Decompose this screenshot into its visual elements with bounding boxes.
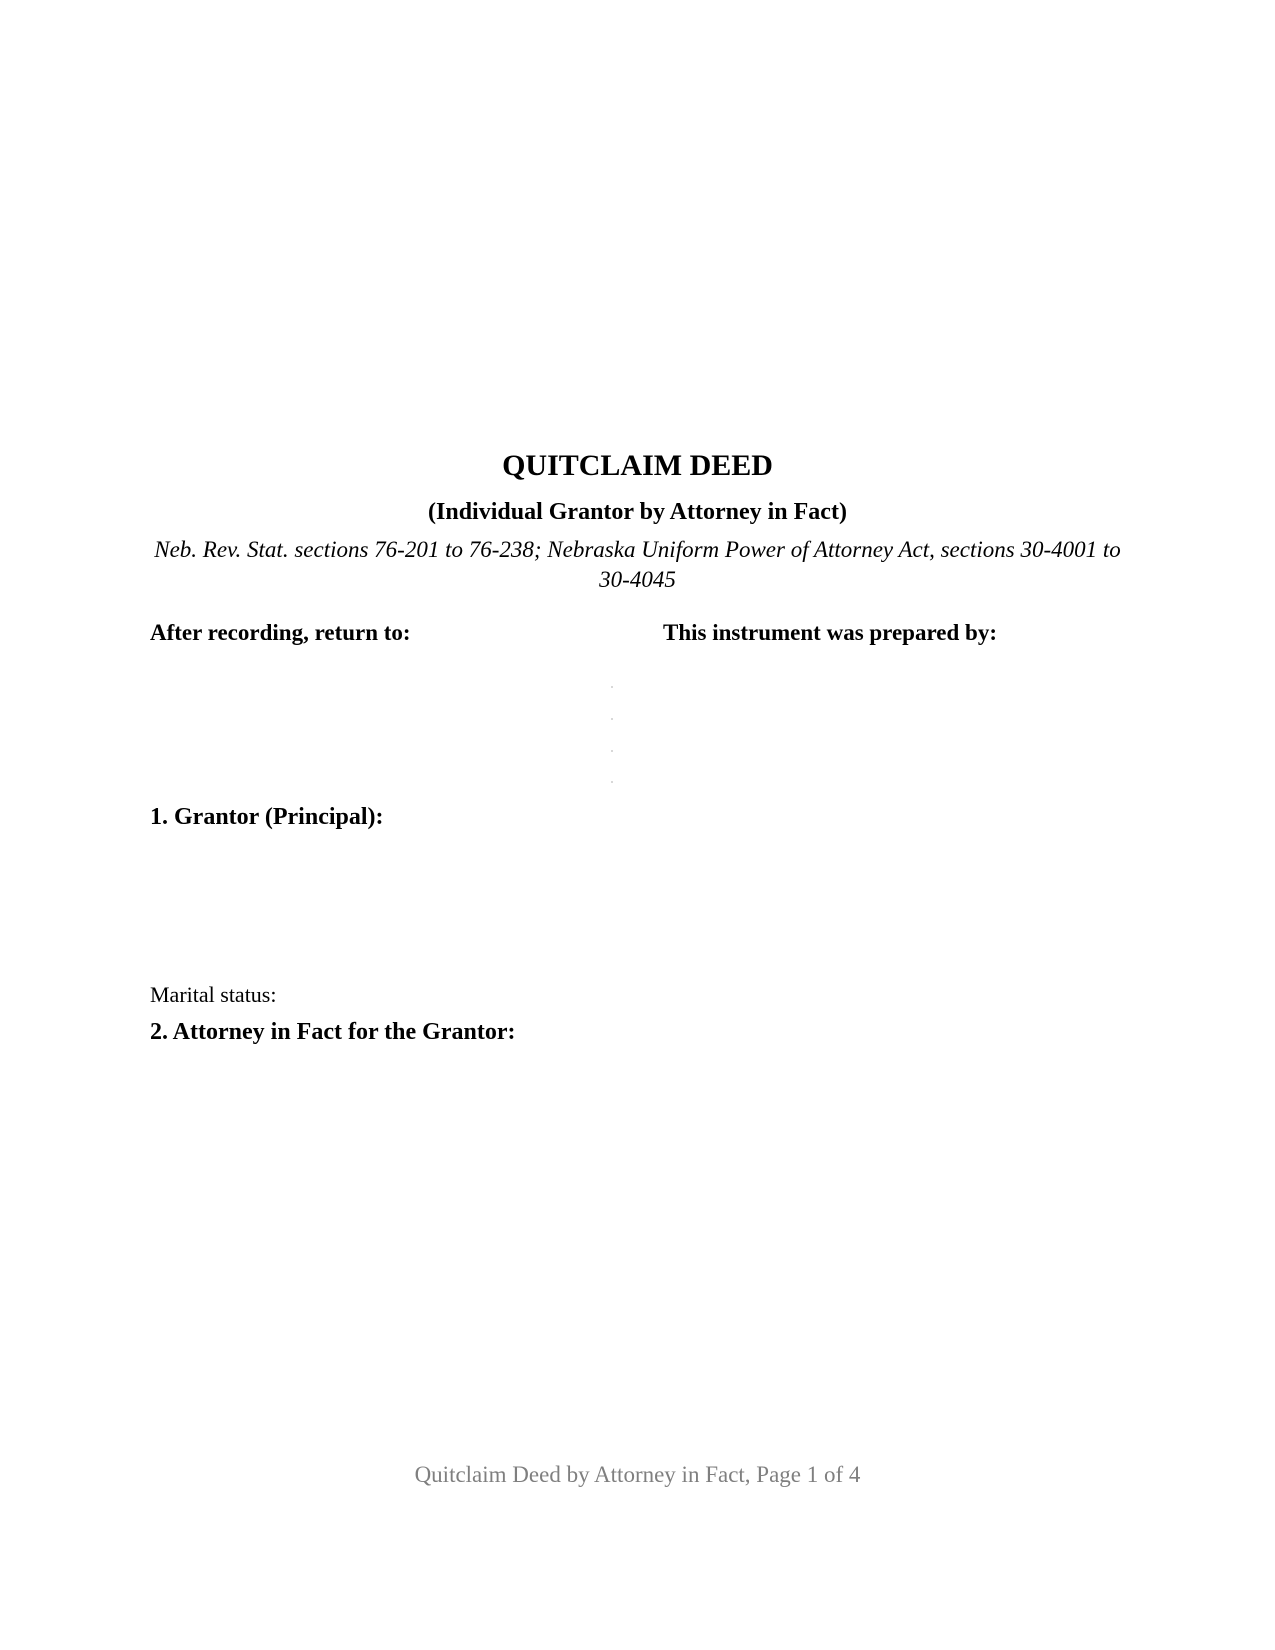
divider-dot [611,686,613,688]
return-to-label: After recording, return to: [150,620,411,645]
grantor-heading: 1. Grantor (Principal): [150,804,384,830]
document-title: QUITCLAIM DEED [502,449,773,482]
document-subtitle: (Individual Grantor by Attorney in Fact) [428,499,847,525]
marital-status-label: Marital status: [150,982,277,1007]
statute-citation: Neb. Rev. Stat. sections 76-201 to 76-238; Nebraska Uniform Power of Attorney Act, sections 30-4001 to 30-4045 [154,537,1121,592]
prepared-by-label: This instrument was prepared by: [663,620,997,645]
divider-dot [611,781,613,783]
attorney-in-fact-heading: 2. Attorney in Fact for the Grantor: [150,1019,516,1045]
divider-dot [611,718,613,720]
page-footer: Quitclaim Deed by Attorney in Fact, Page 1 of 4 [414,1462,861,1487]
divider-dot [611,750,613,752]
